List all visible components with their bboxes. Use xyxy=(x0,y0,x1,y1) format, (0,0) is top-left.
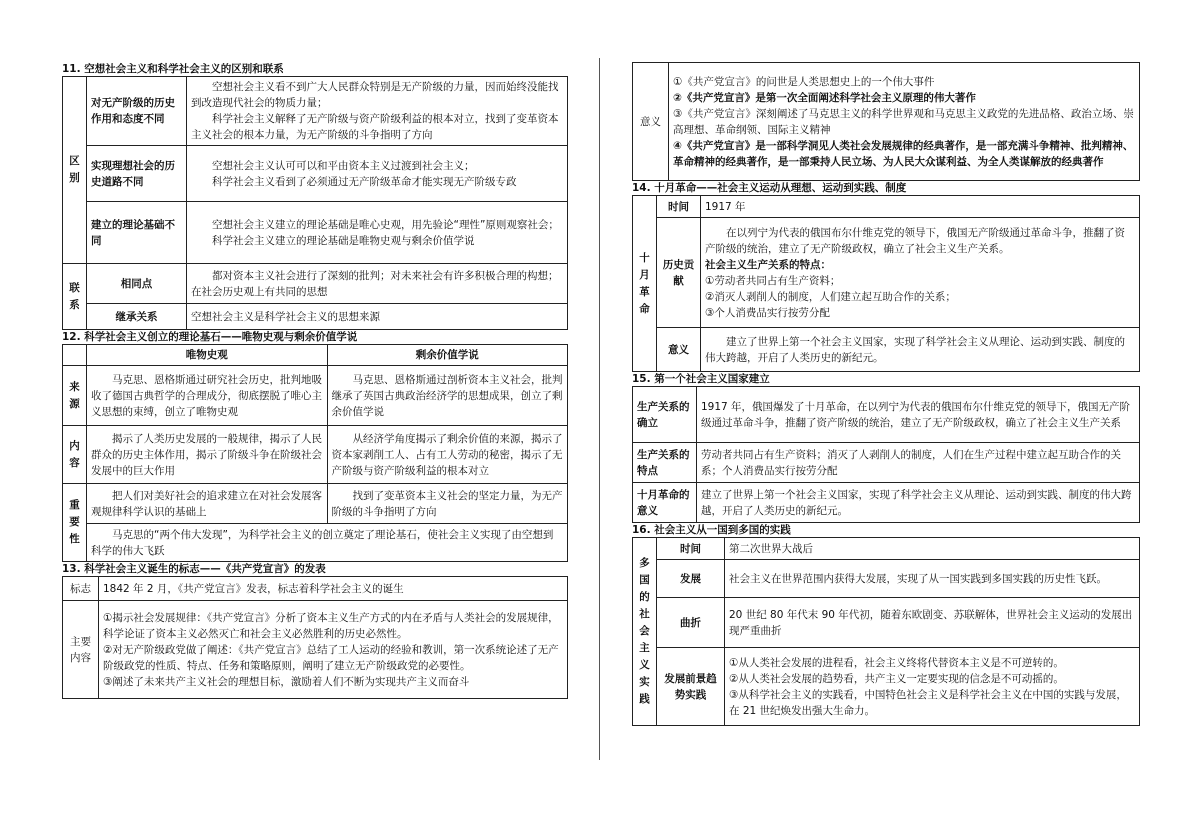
section-16-title: 16. 社会主义从一国到多国的实践 xyxy=(632,524,791,536)
summary: 马克思的“两个伟大发现”，为科学社会主义的创立奠定了理论基石，使社会主义实现了由空想到科学的伟大飞跃 xyxy=(87,524,568,562)
left-column xyxy=(62,62,568,699)
list-item: ①劳动者共同占有生产资料； xyxy=(705,274,841,287)
list-item: ③从科学社会主义的实践看，中国特色社会主义是科学社会主义在中国的实践与发展，在 21 世纪焕发出强大生命力。 xyxy=(729,688,1127,717)
cell: 马克思、恩格斯通过剖析资本主义社会，批判继承了英国古典政治经济学的思想成果，创立了剩余价值学说 xyxy=(327,366,568,426)
row-label: 内容 xyxy=(63,426,87,484)
column-divider xyxy=(599,58,600,760)
row-label: 发展 xyxy=(657,560,725,598)
diff-label: 区别 xyxy=(63,77,87,264)
row-text: 社会主义在世界范围内获得大发展，实现了从一国实践到多国实践的历史性飞跃。 xyxy=(725,560,1140,598)
row-label: 来源 xyxy=(63,366,87,426)
time-text: 1917 年 xyxy=(701,196,1140,218)
meaning-label: 意义 xyxy=(633,63,669,181)
section-11-title: 11. 空想社会主义和科学社会主义的区别和联系 xyxy=(62,63,284,75)
list-item: ③阐述了未来共产主义社会的理想目标，激励着人们不断为实现共产主义而奋斗 xyxy=(103,675,470,688)
cell: 马克思、恩格斯通过研究社会历史，批判地吸收了德国古典哲学的合理成分，彻底摆脱了唯心主义思想的束缚，创立了唯物史观 xyxy=(87,366,328,426)
row-label: 时间 xyxy=(657,538,725,560)
list-item: ④《共产党宣言》是一部科学洞见人类社会发展规律的经典著作，是一部充满斗争精神、批判精神、革命精神的经典著作，是一部秉持人民立场、为人民大众谋利益、为全人类谋解放的经典著作 xyxy=(673,139,1134,168)
trend-list xyxy=(725,648,1140,726)
same-label: 相同点 xyxy=(87,264,187,304)
col-header: 剩余价值学说 xyxy=(327,345,568,366)
section-16-table xyxy=(632,537,1140,726)
list-item: ①从人类社会发展的进程看，社会主义终将代替资本主义是不可逆转的。 xyxy=(729,656,1064,669)
list-item: ②《共产党宣言》是第一次全面阐述科学社会主义原理的伟大著作 xyxy=(673,91,976,104)
cell: 把人们对美好社会的追求建立在对社会发展客观规律科学认识的基础上 xyxy=(87,484,328,524)
right-column xyxy=(632,62,1140,726)
section-14-title: 14. 十月革命——社会主义运动从理想、运动到实践、制度 xyxy=(632,182,907,194)
row-label: 曲折 xyxy=(657,598,725,648)
section-11-table xyxy=(62,76,568,330)
aspect-cell: 实现理想社会的历史道路不同 xyxy=(87,146,187,202)
list-item: ②从人类社会发展的趋势看，共产主义一定要实现的信念是不可动摇的。 xyxy=(729,672,1064,685)
section-14-table xyxy=(632,195,1140,372)
meaning-text: 建立了世界上第一个社会主义国家，实现了科学社会主义从理论、运动到实践、制度的伟大跨越，开启了人类历史的新纪元。 xyxy=(701,328,1140,372)
trend-label: 发展前景趋势实践 xyxy=(657,648,725,726)
row-label: 重要性 xyxy=(63,484,87,562)
cell: 从经济学角度揭示了剩余价值的来源，揭示了资本家剥削工人、占有工人劳动的秘密，揭示了无产阶级与资产阶级利益的根本对立 xyxy=(327,426,568,484)
list-item: ③个人消费品实行按劳分配 xyxy=(705,306,830,319)
meaning-label: 意义 xyxy=(657,328,701,372)
row-text: 20 世纪 80 年代末 90 年代初，随着东欧剧变、苏联解体，世界社会主义运动的发展出现严重曲折 xyxy=(725,598,1140,648)
content-cell: 空想社会主义认可可以和平由资本主义过渡到社会主义； 科学社会主义看到了必须通过无产阶级革命才能实现无产阶级专政 xyxy=(187,146,568,202)
contrib-label: 历史贡献 xyxy=(657,218,701,328)
link-label: 联系 xyxy=(63,264,87,330)
sign-label: 标志 xyxy=(63,577,99,601)
contrib-cell: 在以列宁为代表的俄国布尔什维克党的领导下，俄国无产阶级通过革命斗争，推翻了资产阶级的统治，建立了无产阶级政权，确立了社会主义生产关系。 社会主义生产关系的特点： ①劳动者共同占有生产资料； ②消灭人剥削人的制度，人们建立起互助合作的关系； ③个人消费品实行按劳分配 xyxy=(701,218,1140,328)
side-label: 十月革命 xyxy=(633,196,657,372)
section-12-table xyxy=(62,344,568,562)
list-item: ①揭示社会发展规律：《共产党宣言》分析了资本主义生产方式的内在矛盾与人类社会的发展规律，科学论证了资本主义必然灭亡和社会主义必然胜利的历史必然性。 xyxy=(103,611,559,640)
content-cell: 空想社会主义看不到广大人民群众特别是无产阶级的力量，因而始终没能找到改造现代社会的物质力量； 科学社会主义解释了无产阶级与资产阶级利益的根本对立，找到了变革资本主义社会的根本力量，为无产阶级的斗争指明了方向 xyxy=(187,77,568,146)
col-header: 唯物史观 xyxy=(87,345,328,366)
row-label: 生产关系的确立 xyxy=(633,387,697,443)
row-text: 劳动者共同占有生产资料；消灭了人剥削人的制度，人们在生产过程中建立起互助合作的关系；个人消费品实行按劳分配 xyxy=(697,443,1140,483)
row-label: 十月革命的意义 xyxy=(633,483,697,523)
section-13-meaning-table xyxy=(632,62,1140,181)
section-12-title: 12. 科学社会主义创立的理论基石——唯物史观与剩余价值学说 xyxy=(62,331,358,343)
content-list xyxy=(99,601,568,699)
content-cell: 空想社会主义建立的理论基础是唯心史观，用先验论“理性”原则观察社会； 科学社会主义建立的理论基础是唯物史观与剩余价值学说 xyxy=(187,202,568,264)
row-label: 生产关系的特点 xyxy=(633,443,697,483)
section-13-title: 13. 科学社会主义诞生的标志——《共产党宣言》的发表 xyxy=(62,563,326,575)
cell: 揭示了人类历史发展的一般规律，揭示了人民群众的历史主体作用，揭示了阶级斗争在阶级社会发展中的巨大作用 xyxy=(87,426,328,484)
content-label: 主要内容 xyxy=(63,601,99,699)
section-15-table xyxy=(632,386,1140,523)
list-item: ②对无产阶级政党做了阐述：《共产党宣言》总结了工人运动的经验和教训，第一次系统论述了无产阶级政党的性质、特点、任务和策略原则，阐明了建立无产阶级政党的必要性。 xyxy=(103,643,559,672)
row-text: 第二次世界大战后 xyxy=(725,538,1140,560)
time-label: 时间 xyxy=(657,196,701,218)
section-13-table xyxy=(62,576,568,699)
sign-text: 1842 年 2 月，《共产党宣言》发表，标志着科学社会主义的诞生 xyxy=(99,577,568,601)
aspect-cell: 对无产阶级的历史作用和态度不同 xyxy=(87,77,187,146)
meaning-list xyxy=(669,63,1140,181)
row-text: 建立了世界上第一个社会主义国家，实现了科学社会主义从理论、运动到实践、制度的伟大跨越，开启了人类历史的新纪元。 xyxy=(697,483,1140,523)
list-item: ①《共产党宣言》的问世是人类思想史上的一个伟大事件 xyxy=(673,75,935,88)
inherit-label: 继承关系 xyxy=(87,304,187,330)
cell: 找到了变革资本主义社会的坚定力量，为无产阶级的斗争指明了方向 xyxy=(327,484,568,524)
row-text: 1917 年，俄国爆发了十月革命，在以列宁为代表的俄国布尔什维克党的领导下，俄国无产阶级通过革命斗争，推翻了资产阶级的统治，建立了无产阶级政权，确立了社会主义生产关系 xyxy=(697,387,1140,443)
same-text: 都对资本主义社会进行了深刻的批判；对未来社会有许多积极合理的构想；在社会历史观上有共同的思想 xyxy=(187,264,568,304)
aspect-cell: 建立的理论基础不同 xyxy=(87,202,187,264)
inherit-text: 空想社会主义是科学社会主义的思想来源 xyxy=(187,304,568,330)
section-15-title: 15. 第一个社会主义国家建立 xyxy=(632,373,770,385)
list-item: ③《共产党宣言》深刻阐述了马克思主义的科学世界观和马克思主义政党的先进品格、政治立场、崇高理想、革命纲领、国际主义精神 xyxy=(673,107,1134,136)
list-item: ②消灭人剥削人的制度，人们建立起互助合作的关系； xyxy=(705,290,956,303)
side-label: 多国的社会主义实践 xyxy=(633,538,657,726)
